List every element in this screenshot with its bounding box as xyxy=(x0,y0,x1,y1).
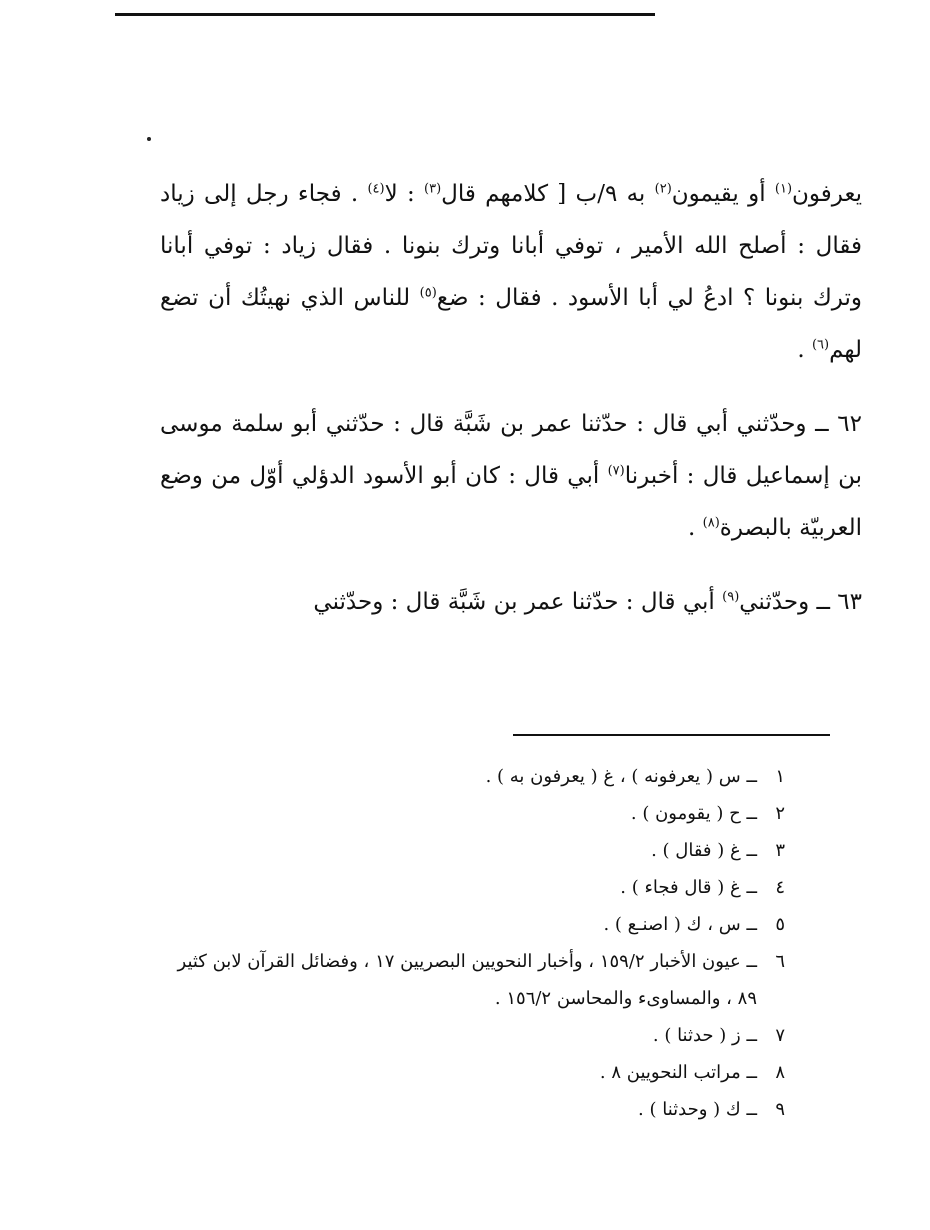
footnote xyxy=(170,906,785,943)
footnote-ref-5: (٥) xyxy=(419,285,437,301)
footnote-ref-2: (٢) xyxy=(654,181,672,197)
footnote-number: ٥ xyxy=(775,914,785,935)
paragraph-3 xyxy=(160,576,862,628)
top-rule xyxy=(115,13,655,16)
footnote xyxy=(170,1054,785,1091)
footnote-number: ٦ xyxy=(775,951,785,972)
footnote-text: ــ ك ( وحدثنا ) . xyxy=(638,1099,757,1120)
footnote-text: ــ غ ( قال فجاء ) . xyxy=(620,877,757,898)
text-run: . xyxy=(688,515,703,541)
footnote-text: ــ س ( يعرفونه ) ، غ ( يعرفون به ) . xyxy=(485,766,757,787)
footnote xyxy=(170,869,785,906)
footnotes-list xyxy=(170,758,785,1128)
footnote xyxy=(170,1017,785,1054)
footnote-number: ١ xyxy=(775,766,785,787)
footnote xyxy=(170,795,785,832)
footnote-text: ــ مراتب النحويين ٨ . xyxy=(599,1062,757,1083)
footnote-text: ــ س ، ك ( اصنـع ) . xyxy=(603,914,757,935)
text-run: للناس الذي نهيتُك أن تضع لهم xyxy=(160,285,862,363)
footnote-text: ــ عيون الأخبار ١٥٩/٢ ، وأخبار النحويين البصريين ١٧ ، وفضائل القرآن لابن كثير ٨٩ ، والمساوىء والمحاسن ١٥٦/٢ . xyxy=(177,951,757,1009)
footnote-text: ــ ز ( حدثنا ) . xyxy=(652,1025,757,1046)
footnote-number: ٤ xyxy=(775,877,785,898)
footnote-text: ــ غ ( فقال ) . xyxy=(651,840,757,861)
footnote xyxy=(170,832,785,869)
footnote-ref-8: (٨) xyxy=(702,515,720,531)
footnote-ref-1: (١) xyxy=(774,181,793,197)
footnote-number: ٩ xyxy=(775,1099,785,1120)
text-run: أبي قال : حدّثنا عمر بن شَبَّة قال : وحدّثني xyxy=(313,589,723,615)
paragraph-2 xyxy=(160,398,862,554)
text-run: ٦٢ ــ وحدّثني أبي قال : حدّثنا عمر بن شَبَّة قال : حدّثني أبو سلمة موسى بن إسماعيل قال : أخبرنا xyxy=(160,411,862,489)
footnote-ref-3: (٣) xyxy=(424,181,442,197)
footnote-number: ٣ xyxy=(775,840,785,861)
footnote-ref-4: (٤) xyxy=(367,181,385,197)
footnote xyxy=(170,943,785,1017)
text-run: . فجاء رجل إلى زياد فقال : أصلح الله الأمير ، توفي أبانا وترك بنونا . فقال زياد : توفي أبانا وترك بنونا ؟ ادعُ لي أبا الأسود . فقال : ضع xyxy=(160,181,862,311)
text-run: أو يقيمون xyxy=(671,181,775,207)
text-run: يعرفون xyxy=(792,181,862,207)
text-run: . xyxy=(797,337,812,363)
text-run: ٦٣ ــ وحدّثني xyxy=(739,589,862,615)
footnote-text: ــ ح ( يقومون ) . xyxy=(630,803,757,824)
paragraph-1 xyxy=(160,168,862,376)
footnote-separator xyxy=(513,734,830,736)
text-run: : لا xyxy=(384,181,424,207)
text-run: أبي قال : كان أبو الأسود الدؤلي أوّل من وضع العربيّة بالبصرة xyxy=(160,463,862,541)
footnote-number: ٧ xyxy=(775,1025,785,1046)
footnote-number: ٨ xyxy=(775,1062,785,1083)
footnote-ref-9: (٩) xyxy=(722,589,740,605)
footnote xyxy=(170,1091,785,1128)
text-run: به ٩/ب [ كلامهم قال xyxy=(441,181,655,207)
main-text xyxy=(160,168,862,628)
footnote-ref-6: (٦) xyxy=(811,337,830,353)
scan-speck xyxy=(147,137,151,141)
footnote xyxy=(170,758,785,795)
footnote-number: ٢ xyxy=(775,803,785,824)
footnote-ref-7: (٧) xyxy=(607,463,625,479)
